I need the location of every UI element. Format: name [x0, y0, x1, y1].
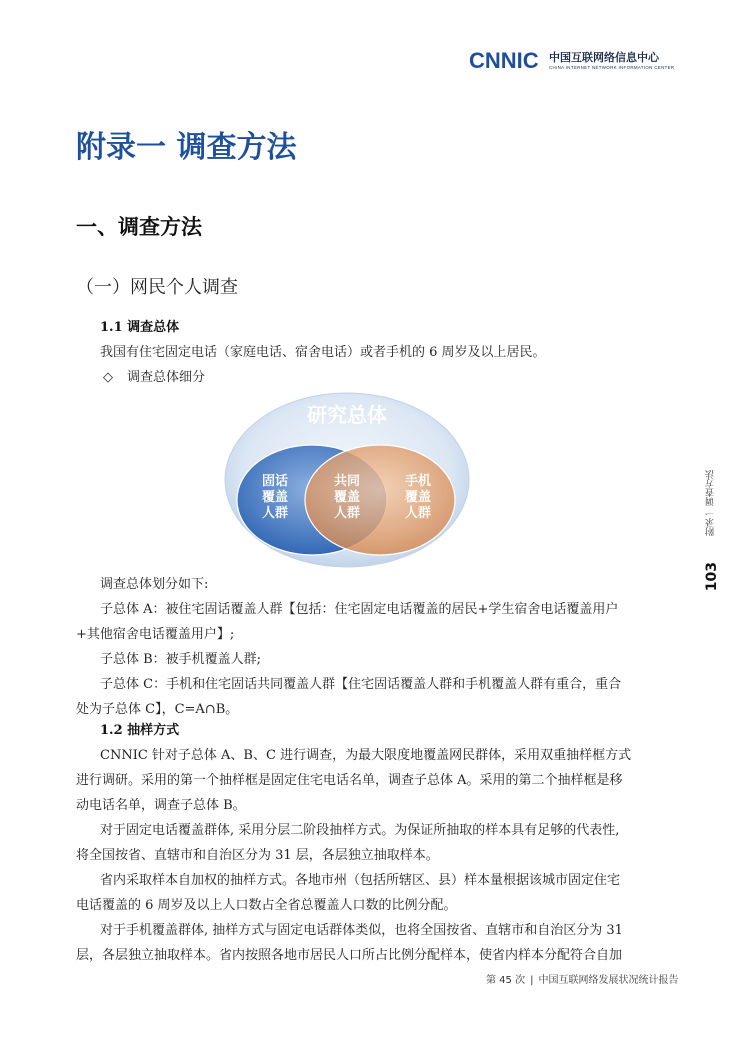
- subpop-b-line: 子总体 B：被手机覆盖人群;: [100, 652, 262, 667]
- subpop-a-line1: 子总体 A：被住宅固话覆盖人群【包括：住宅固定电话覆盖的居民+学生宿舍电话覆盖用户: [100, 602, 619, 617]
- heading-1-2: 1.2 抽样方式: [100, 723, 180, 738]
- mobile-ellipse: [305, 445, 455, 555]
- para3-line1: 省内采取样本自加权的抽样方式。各地市州（包括所辖区、县）样本量根据该城市固定住宅: [100, 873, 621, 888]
- para2-line1: 对于固定电话覆盖群体, 采用分层二阶段抽样方式。为保证所抽取的样本具有足够的代表性,: [100, 823, 620, 838]
- side-tab: [700, 470, 726, 600]
- bullet-text: 调查总体细分: [127, 370, 206, 385]
- footer-separator: |: [530, 975, 534, 986]
- subpop-a-line2: +其他宿舍电话覆盖用户】;: [76, 627, 235, 642]
- logo-mark: CNNIC: [469, 48, 539, 73]
- para1-line2: 进行调研。采用的第一个抽样框是固定住宅电话名单，调查子总体 A。采用的第二个抽样框是移: [76, 773, 623, 788]
- common-label-3: 人群: [333, 506, 361, 521]
- bullet-diamond: ◇: [103, 370, 113, 385]
- page-title: 附录一 调查方法: [76, 130, 297, 165]
- para4-line1: 对于手机覆盖群体, 抽样方式与固定电话群体类似，也将全国按省、直辖市和自治区分为 31: [100, 923, 623, 938]
- landline-label-1: 固话: [261, 474, 289, 489]
- footer-edition: 第 45 次: [486, 975, 526, 986]
- common-label-2: 覆盖: [333, 490, 361, 505]
- population-venn-diagram: [222, 390, 472, 570]
- heading-1-1: 1.1 调查总体: [100, 320, 180, 335]
- page-footer: [486, 974, 678, 988]
- para2-line2: 将全国按省、直辖市和自治区分为 31 层，各层独立抽取样本。: [76, 848, 439, 863]
- para4-line2: 层，各层独立抽取样本。省内按照各地市居民人口所占比例分配样本，使省内样本分配符合自加: [76, 948, 623, 963]
- division-intro: 调查总体划分如下:: [100, 577, 209, 592]
- logo-org-cn: 中国互联网络信息中心: [549, 51, 659, 64]
- logo-org-en: CHINA INTERNET NETWORK INFORMATION CENTER: [549, 65, 675, 70]
- subpop-c-line2: 处为子总体 C】，C=A∩B。: [76, 702, 239, 717]
- para1-line3: 动电话名单，调查子总体 B。: [76, 798, 246, 813]
- para1-line1: CNNIC 针对子总体 A、B、C 进行调查，为最大限度地覆盖网民群体，采用双重抽样框方式: [100, 748, 632, 763]
- subsection-heading: （一）网民个人调查: [76, 277, 238, 298]
- side-page-number: 103: [704, 562, 720, 592]
- mobile-label-3: 人群: [404, 506, 432, 521]
- section-heading: 一、调查方法: [76, 215, 202, 239]
- side-tab-label: 附录一 调查方法: [706, 470, 716, 536]
- landline-label-2: 覆盖: [261, 490, 289, 505]
- cnnic-logo: [469, 50, 684, 76]
- population-definition: 我国有住宅固定电话（家庭电话、宿舍电话）或者手机的 6 周岁及以上居民。: [100, 345, 546, 360]
- para3-line2: 电话覆盖的 6 周岁及以上人口数占全省总覆盖人口数的比例分配。: [76, 898, 457, 913]
- common-label-1: 共同: [333, 474, 361, 489]
- mobile-label-2: 覆盖: [404, 490, 432, 505]
- footer-report-title: 中国互联网络发展状况统计报告: [538, 975, 679, 986]
- outer-label: 研究总体: [307, 403, 387, 427]
- landline-label-3: 人群: [261, 506, 289, 521]
- mobile-label-1: 手机: [404, 474, 432, 489]
- subpop-c-line1: 子总体 C：手机和住宅固话共同覆盖人群【住宅固话覆盖人群和手机覆盖人群有重合，重合: [100, 677, 622, 692]
